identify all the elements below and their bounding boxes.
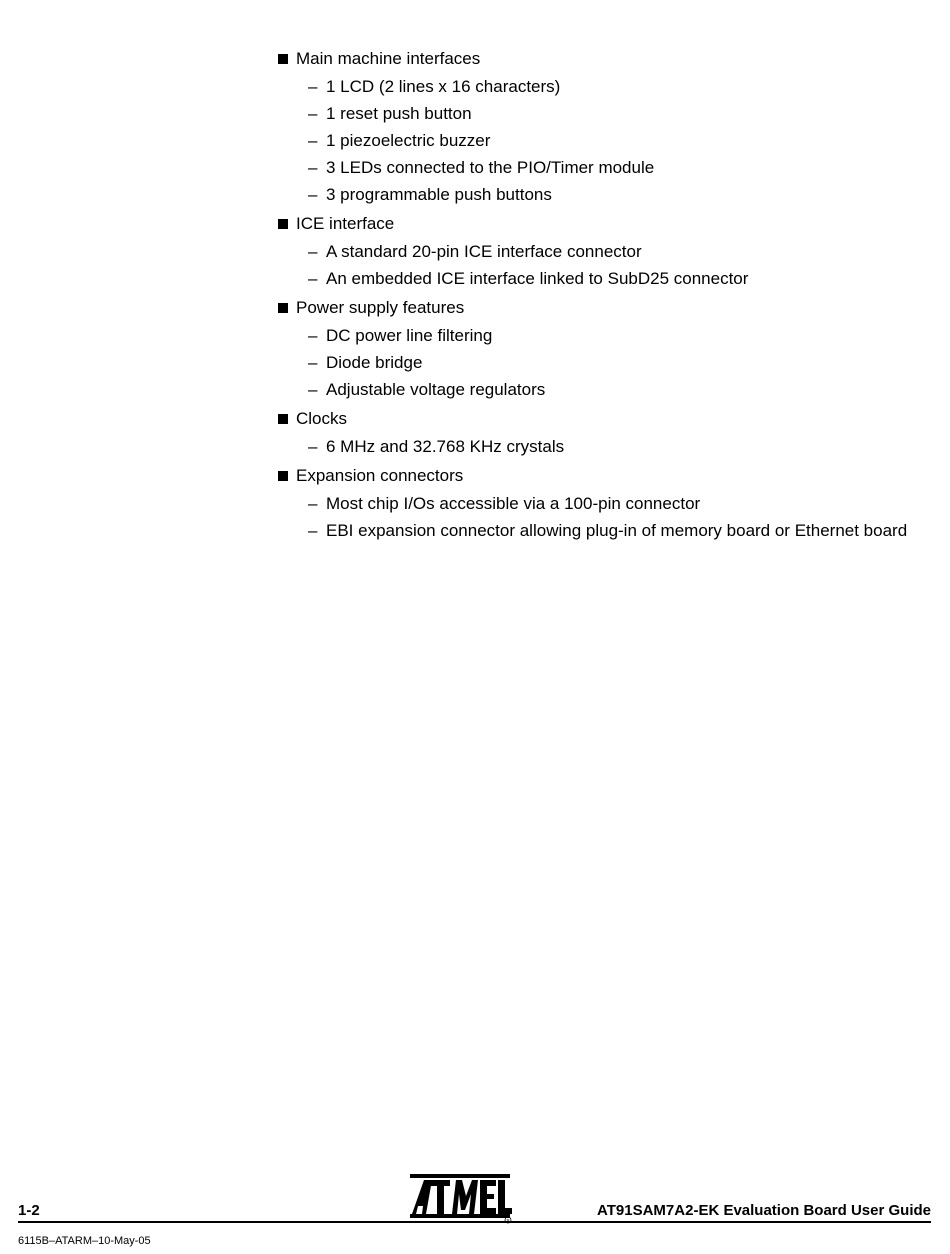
section-heading: Expansion connectors (296, 466, 464, 485)
list-item (278, 517, 928, 544)
dash-bullet: – (308, 436, 318, 456)
list-item-text: 1 LCD (2 lines x 16 characters) (326, 76, 561, 96)
section-expansion-connectors (278, 462, 928, 544)
list-item (278, 73, 928, 100)
section-power-supply-features (278, 294, 928, 403)
list-item (278, 154, 928, 181)
dash-bullet: – (308, 268, 318, 288)
list-item (278, 490, 928, 517)
section-heading-row (278, 210, 928, 238)
square-bullet-icon (278, 414, 288, 424)
page-number: 1-2 (18, 1202, 40, 1219)
list-item-text: A standard 20-pin ICE interface connector (326, 241, 642, 261)
feature-list (278, 45, 928, 546)
list-item (278, 349, 928, 376)
dash-bullet: – (308, 157, 318, 177)
square-bullet-icon (278, 303, 288, 313)
section-clocks (278, 405, 928, 460)
section-heading-row (278, 45, 928, 73)
dash-bullet: – (308, 520, 318, 540)
dash-bullet: – (308, 379, 318, 399)
list-item-text: Adjustable voltage regulators (326, 379, 546, 399)
list-item (278, 238, 928, 265)
list-item-text: 3 LEDs connected to the PIO/Timer module (326, 157, 655, 177)
list-item-text: 3 programmable push buttons (326, 184, 552, 204)
square-bullet-icon (278, 54, 288, 64)
section-heading-row (278, 405, 928, 433)
list-item (278, 100, 928, 127)
dash-bullet: – (308, 352, 318, 372)
square-bullet-icon (278, 471, 288, 481)
section-heading: Power supply features (296, 298, 465, 317)
section-heading: Main machine interfaces (296, 49, 481, 68)
document-id: 6115B–ATARM–10-May-05 (18, 1235, 151, 1247)
dash-bullet: – (308, 103, 318, 123)
list-item-text: 6 MHz and 32.768 KHz crystals (326, 436, 565, 456)
list-item (278, 127, 928, 154)
list-item-text: An embedded ICE interface linked to SubD25 connector (326, 268, 749, 288)
section-heading: Clocks (296, 409, 348, 428)
list-item-text: DC power line filtering (326, 325, 493, 345)
footer-divider (18, 1221, 931, 1223)
dash-bullet: – (308, 241, 318, 261)
dash-bullet: – (308, 76, 318, 96)
dash-bullet: – (308, 325, 318, 345)
list-item-text: Diode bridge (326, 352, 423, 372)
dash-bullet: – (308, 130, 318, 150)
section-heading-row (278, 294, 928, 322)
dash-bullet: – (308, 493, 318, 513)
list-item-text: EBI expansion connector allowing plug-in of memory board or Ethernet board (326, 520, 908, 540)
square-bullet-icon (278, 219, 288, 229)
list-item (278, 433, 928, 460)
list-item (278, 181, 928, 208)
list-item (278, 322, 928, 349)
list-item (278, 376, 928, 403)
section-main-machine-interfaces (278, 45, 928, 208)
section-ice-interface (278, 210, 928, 292)
atmel-logo (406, 1170, 516, 1224)
list-item-text: 1 reset push button (326, 103, 472, 123)
document-title: AT91SAM7A2-EK Evaluation Board User Guide (597, 1202, 931, 1219)
section-heading-row (278, 462, 928, 490)
list-item-text: 1 piezoelectric buzzer (326, 130, 491, 150)
section-heading: ICE interface (296, 214, 395, 233)
list-item (278, 265, 928, 292)
dash-bullet: – (308, 184, 318, 204)
list-item-text: Most chip I/Os accessible via a 100-pin connector (326, 493, 701, 513)
